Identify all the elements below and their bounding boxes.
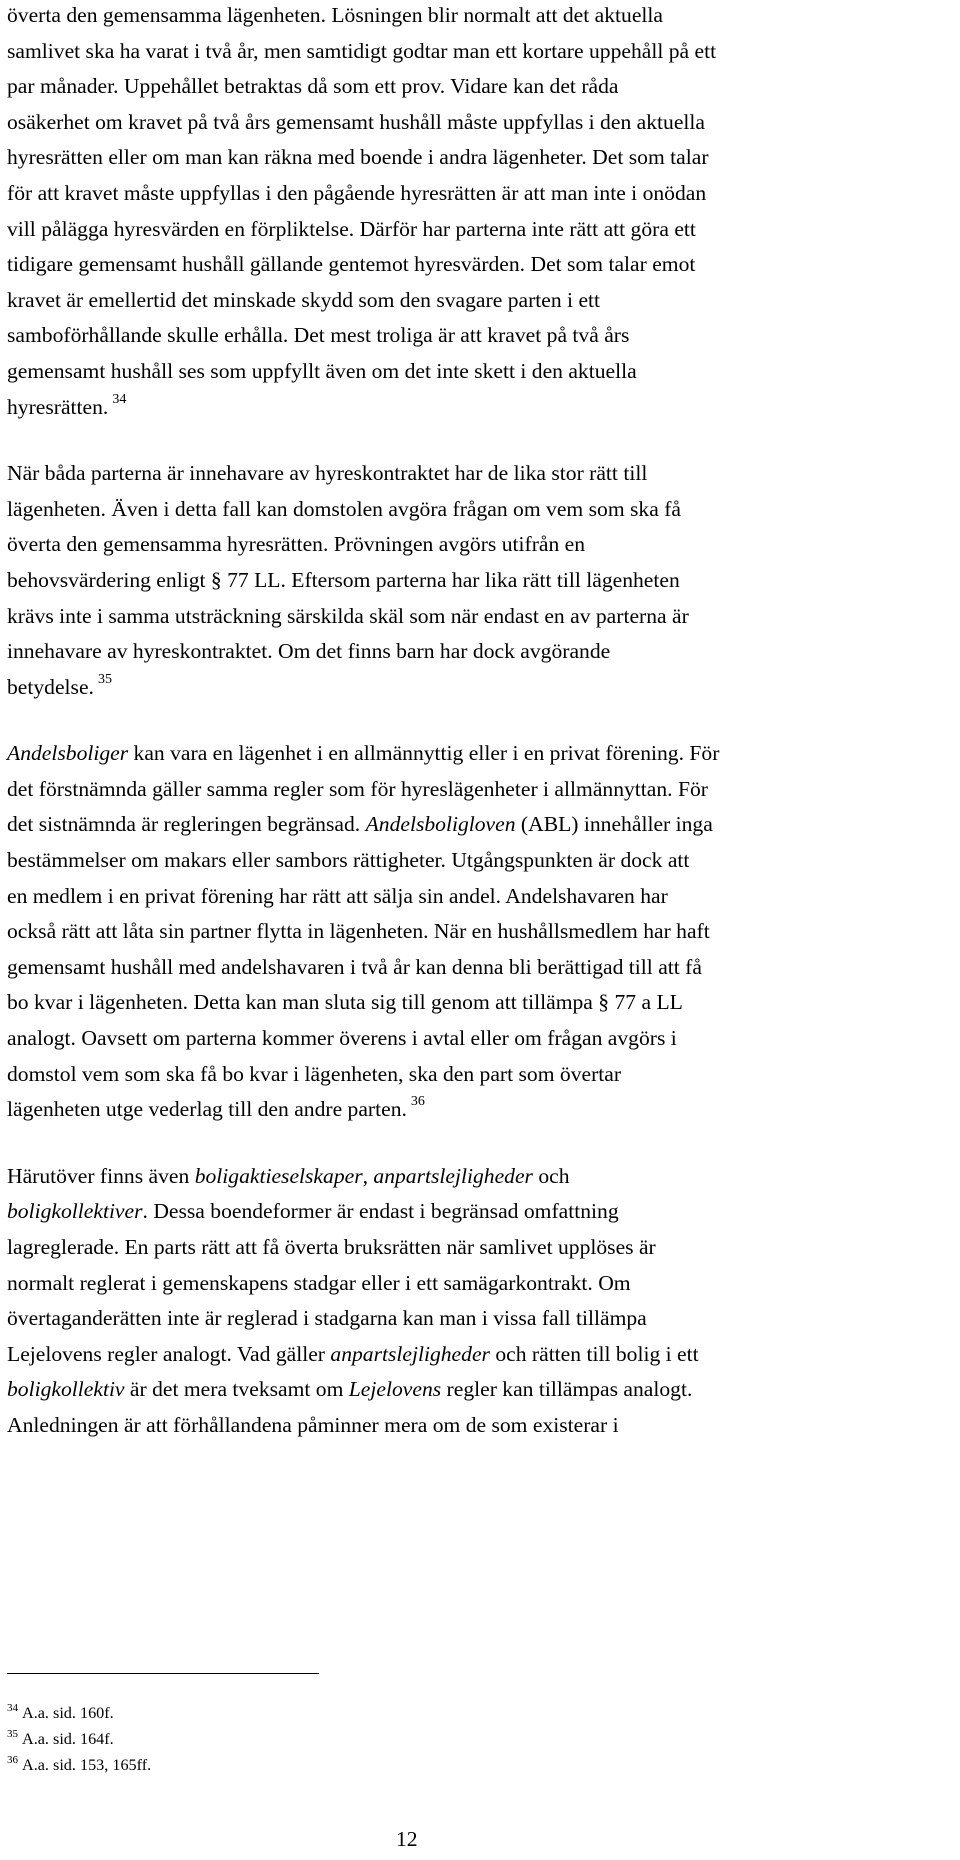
text-line: överta den gemensamma hyresrätten. Prövningen avgörs utifrån en	[7, 532, 586, 557]
footnote-36	[7, 1752, 151, 1778]
paragraph	[7, 736, 950, 1128]
footnote-number: 36	[7, 1754, 18, 1766]
italic-term: boligaktieselskaper	[194, 1163, 363, 1188]
text-line: kravet är emellertid det minskade skydd som den svagare parten i ett	[7, 287, 601, 312]
text-line: samboförhållande skulle erhålla. Det mest troliga är att kravet på två års	[7, 323, 630, 348]
text-line: När båda parterna är innehavare av hyreskontraktet har de lika stor rätt till	[7, 461, 648, 486]
paragraph	[7, 0, 950, 425]
text-line: betydelse. $^{35}$	[7, 671, 112, 699]
text-line: en medlem i en privat förening har rätt att sälja sin andel. Andelshavaren har	[7, 883, 668, 908]
text-line: lägenheten. Även i detta fall kan domstolen avgöra frågan om vem som ska få	[7, 496, 681, 521]
text-line: lägenheten utge vederlag till den andre parten. $^{36}$	[7, 1094, 425, 1122]
footnote-number: 34	[7, 1702, 18, 1714]
footnote-reference[interactable]: 35	[97, 671, 112, 687]
footnote-reference[interactable]: 34	[112, 391, 127, 407]
footnote-text: A.a. sid. 164f.	[22, 1730, 114, 1748]
text-line: samlivet ska ha varat i två år, men samtidigt godtar man ett kortare uppehåll på ett	[7, 38, 717, 63]
text-line: också rätt att låta sin partner flytta in lägenheten. När en hushållsmedlem har haft	[7, 919, 710, 944]
footnote-separator	[7, 1673, 319, 1674]
text-line: övertaganderätten inte är reglerad i stadgarna kan man i vissa fall tillämpa	[7, 1306, 647, 1331]
text-line: normalt reglerat i gemenskapens stadgar eller i ett samägarkontrakt. Om	[7, 1270, 631, 1295]
text-line: hyresrätten. $^{34}$	[7, 391, 127, 419]
text-line: domstol vem som ska få bo kvar i lägenheten, ska den part som övertar	[7, 1061, 622, 1086]
page-number: 12	[396, 1827, 418, 1851]
text-line: analogt. Oavsett om parterna kommer överens i avtal eller om frågan avgörs i	[7, 1026, 677, 1051]
text-line: hyresrätten eller om man kan räkna med boende i andra lägenheter. Det som talar	[7, 145, 709, 170]
text-line: osäkerhet om kravet på två års gemensamt hushåll måste uppfyllas i den aktuella	[7, 109, 705, 134]
italic-term: Andelsboliger	[7, 741, 129, 766]
text-line: krävs inte i samma utsträckning särskilda skäl som när endast en av parterna är	[7, 603, 689, 628]
text-line: det sistnämnda är regleringen begränsad. Andelsboligloven (ABL) innehåller inga	[7, 812, 713, 837]
italic-term: Lejelovens	[348, 1377, 442, 1402]
text-line: gemensamt hushåll ses som uppfyllt även om det inte skett i den aktuella	[7, 358, 637, 383]
footnote-reference[interactable]: 36	[410, 1094, 425, 1110]
footnote-35	[7, 1726, 151, 1752]
text-line: boligkollektiver. Dessa boendeformer är endast i begränsad omfattning	[7, 1199, 619, 1224]
text-line: Lejelovens regler analogt. Vad gäller anpartslejligheder och rätten till bolig i ett	[7, 1341, 699, 1366]
footnotes	[7, 1700, 151, 1778]
paragraph	[7, 1159, 950, 1444]
italic-term: boligkollektiver	[7, 1199, 143, 1224]
text-line: boligkollektiv är det mera tveksamt om Lejelovens regler kan tillämpas analogt.	[7, 1377, 693, 1402]
document-page	[7, 0, 950, 1444]
text-line: gemensamt hushåll med andelshavaren i två år kan denna bli berättigad till att få	[7, 954, 702, 979]
italic-term: anpartslejligheder	[330, 1341, 490, 1366]
italic-term: Andelsboligloven	[365, 812, 516, 837]
text-line: lagreglerade. En parts rätt att få överta bruksrätten när samlivet upplöses är	[7, 1235, 656, 1259]
text-line: bo kvar i lägenheten. Detta kan man sluta sig till genom att tillämpa § 77 a LL	[7, 990, 683, 1015]
text-line: vill pålägga hyresvärden en förpliktelse. Därför har parterna inte rätt att göra ett	[7, 216, 696, 241]
italic-term: boligkollektiv	[7, 1377, 125, 1402]
text-line: tidigare gemensamt hushåll gällande gentemot hyresvärden. Det som talar emot	[7, 252, 696, 277]
footnote-number: 35	[7, 1728, 18, 1740]
text-line: innehavare av hyreskontraktet. Om det finns barn har dock avgörande	[7, 639, 611, 664]
italic-term: anpartslejligheder	[373, 1163, 533, 1188]
text-line: Härutöver finns även boligaktieselskaper, anpartslejligheder och	[7, 1163, 570, 1188]
text-line: Andelsboliger kan vara en lägenhet i en allmännyttig eller i en privat förening. För	[7, 741, 720, 766]
text-line: behovsvärdering enligt § 77 LL. Eftersom parterna har lika rätt till lägenheten	[7, 567, 680, 592]
text-line: överta den gemensamma lägenheten. Lösningen blir normalt att det aktuella	[7, 3, 663, 27]
body-text	[7, 0, 950, 1444]
text-line: bestämmelser om makars eller sambors rättigheter. Utgångspunkten är dock att	[7, 848, 690, 873]
footnote-text: A.a. sid. 153, 165ff.	[22, 1756, 152, 1774]
footnote-34	[7, 1700, 151, 1726]
text-line: för att kravet måste uppfyllas i den pågående hyresrätten är att man inte i onödan	[7, 180, 707, 205]
footnote-text: A.a. sid. 160f.	[22, 1704, 114, 1722]
paragraph	[7, 456, 950, 705]
text-line: par månader. Uppehållet betraktas då som ett prov. Vidare kan det råda	[7, 74, 619, 99]
text-line: Anledningen är att förhållandena påminner mera om de som existerar i	[7, 1412, 619, 1437]
text-line: det förstnämnda gäller samma regler som för hyreslägenheter i allmännyttan. För	[7, 776, 708, 801]
